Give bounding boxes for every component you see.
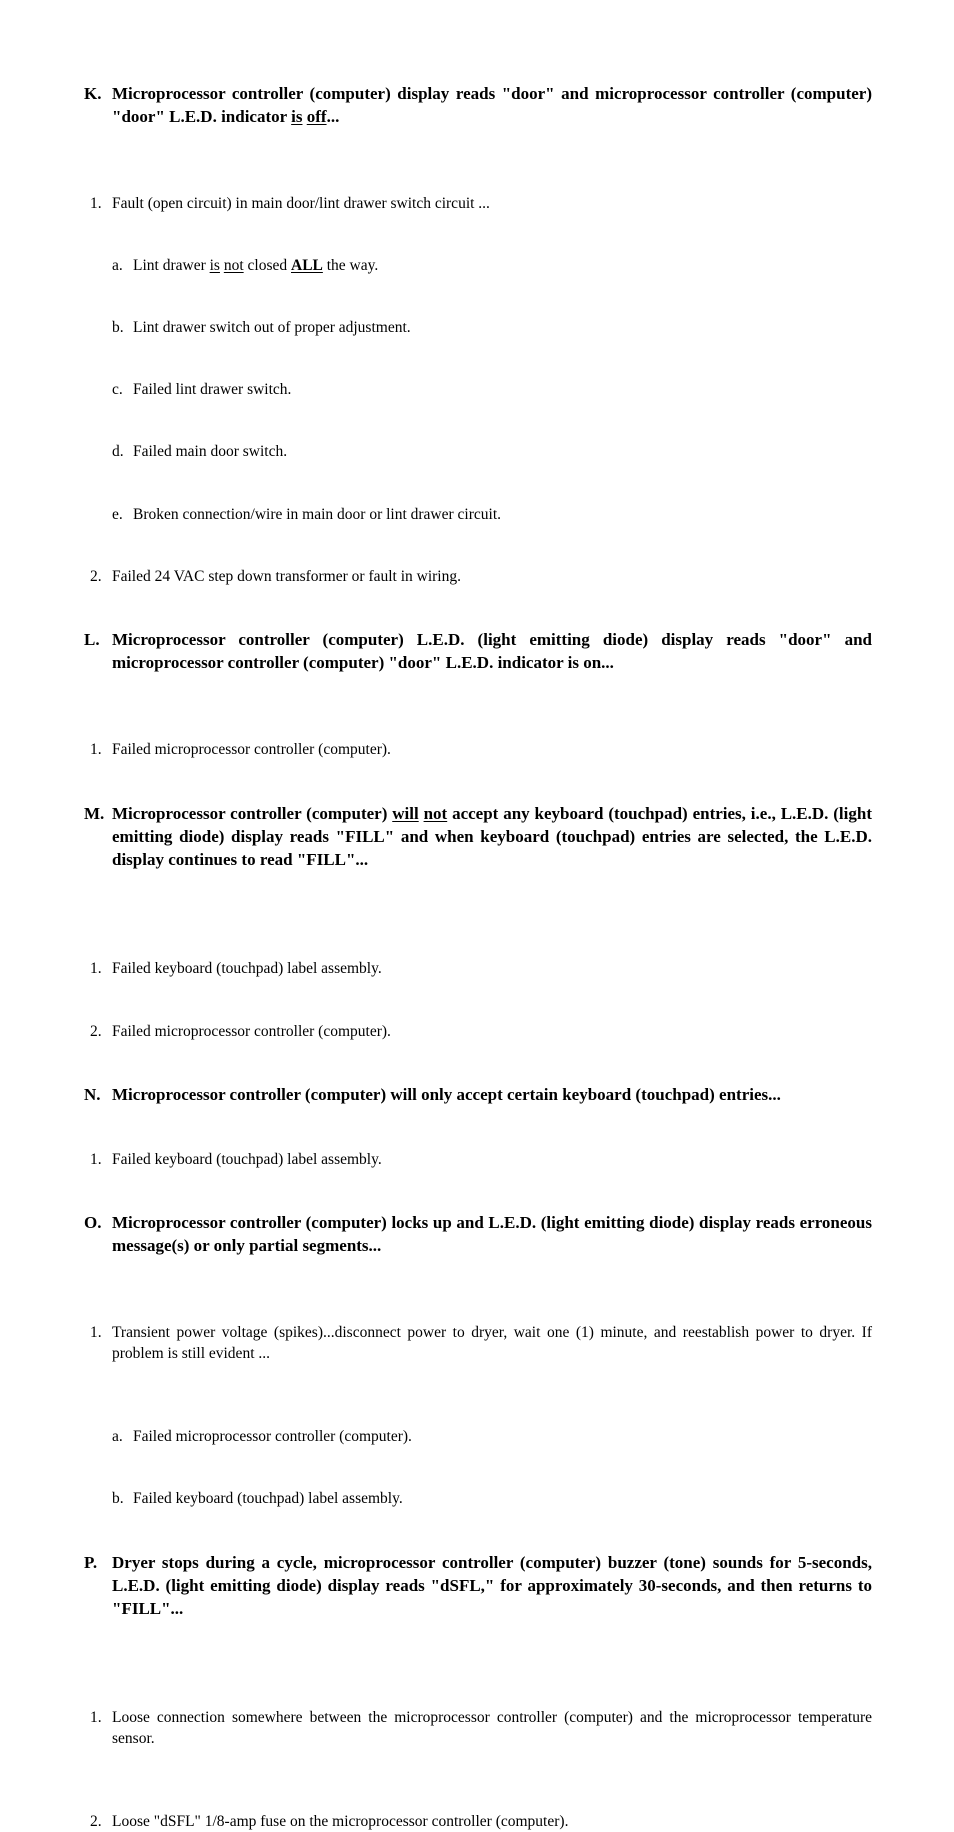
list-item: 1. Failed microprocessor controller (computer). xyxy=(90,741,391,758)
sub-item: b. Lint drawer switch out of proper adjustment. xyxy=(112,319,411,336)
list-item: 2. Failed 24 VAC step down transformer or fault in wiring. xyxy=(90,568,461,585)
list-item: 2. Loose "dSFL" 1/8-amp fuse on the microprocessor controller (computer). xyxy=(90,1813,569,1830)
list-item: 1. Fault (open circuit) in main door/lint drawer switch circuit ... xyxy=(90,195,490,212)
sub-item: a. Lint drawer is not closed ALL the way. xyxy=(112,257,379,274)
section-o-heading: O. Microprocessor controller (computer) locks up and L.E.D. (light emitting diode) display reads erroneous message(s) or only partial segments... xyxy=(84,1213,872,1255)
section-letter: M. xyxy=(84,804,105,823)
section-letter: K. xyxy=(84,84,102,103)
section-letter: O. xyxy=(84,1213,102,1232)
list-item: 1. Failed keyboard (touchpad) label assembly. xyxy=(90,1151,382,1168)
sub-item: d. Failed main door switch. xyxy=(112,443,288,460)
section-m-heading: M. Microprocessor controller (computer) will not accept any keyboard (touchpad) entries, i.e., L.E.D. (light emitting diode) display reads "FILL" and when keyboard (touchpad) entries are selected, the L.E.D. display continues to read "FILL"... xyxy=(84,804,872,869)
section-letter: N. xyxy=(84,1085,101,1104)
list-item: 2. Failed microprocessor controller (computer). xyxy=(90,1023,391,1040)
sub-item: a. Failed microprocessor controller (computer). xyxy=(112,1428,412,1445)
sub-item: e. Broken connection/wire in main door or lint drawer circuit. xyxy=(112,506,502,523)
section-n-heading: N. Microprocessor controller (computer) will only accept certain keyboard (touchpad) entries... xyxy=(84,1085,781,1104)
section-letter: P. xyxy=(84,1553,98,1572)
sub-item: c. Failed lint drawer switch. xyxy=(112,381,292,398)
section-p-heading: P. Dryer stops during a cycle, microprocessor controller (computer) buzzer (tone) sounds for 5-seconds, L.E.D. (light emitting diode) display reads "dSFL," for approximately 30-seconds, and then returns to "FILL"... xyxy=(84,1553,872,1618)
list-item: 1. Loose connection somewhere between the microprocessor controller (computer) and the microprocessor temperature sensor. xyxy=(90,1709,872,1747)
list-item: 1. Failed keyboard (touchpad) label assembly. xyxy=(90,960,382,977)
sub-item: b. Failed keyboard (touchpad) label assembly. xyxy=(112,1490,403,1507)
section-k-heading: K. Microprocessor controller (computer) display reads "door" and microprocessor controller (computer) "door" L.E.D. indicator is off... xyxy=(84,84,872,126)
section-letter: L. xyxy=(84,630,100,649)
list-item: 1. Transient power voltage (spikes)...disconnect power to dryer, wait one (1) minute, and reestablish power to dryer. If problem is still evident ... xyxy=(90,1324,872,1362)
section-l-heading: L. Microprocessor controller (computer) L.E.D. (light emitting diode) display reads "door" and microprocessor controller (computer) "door" L.E.D. indicator is on... xyxy=(84,630,872,672)
